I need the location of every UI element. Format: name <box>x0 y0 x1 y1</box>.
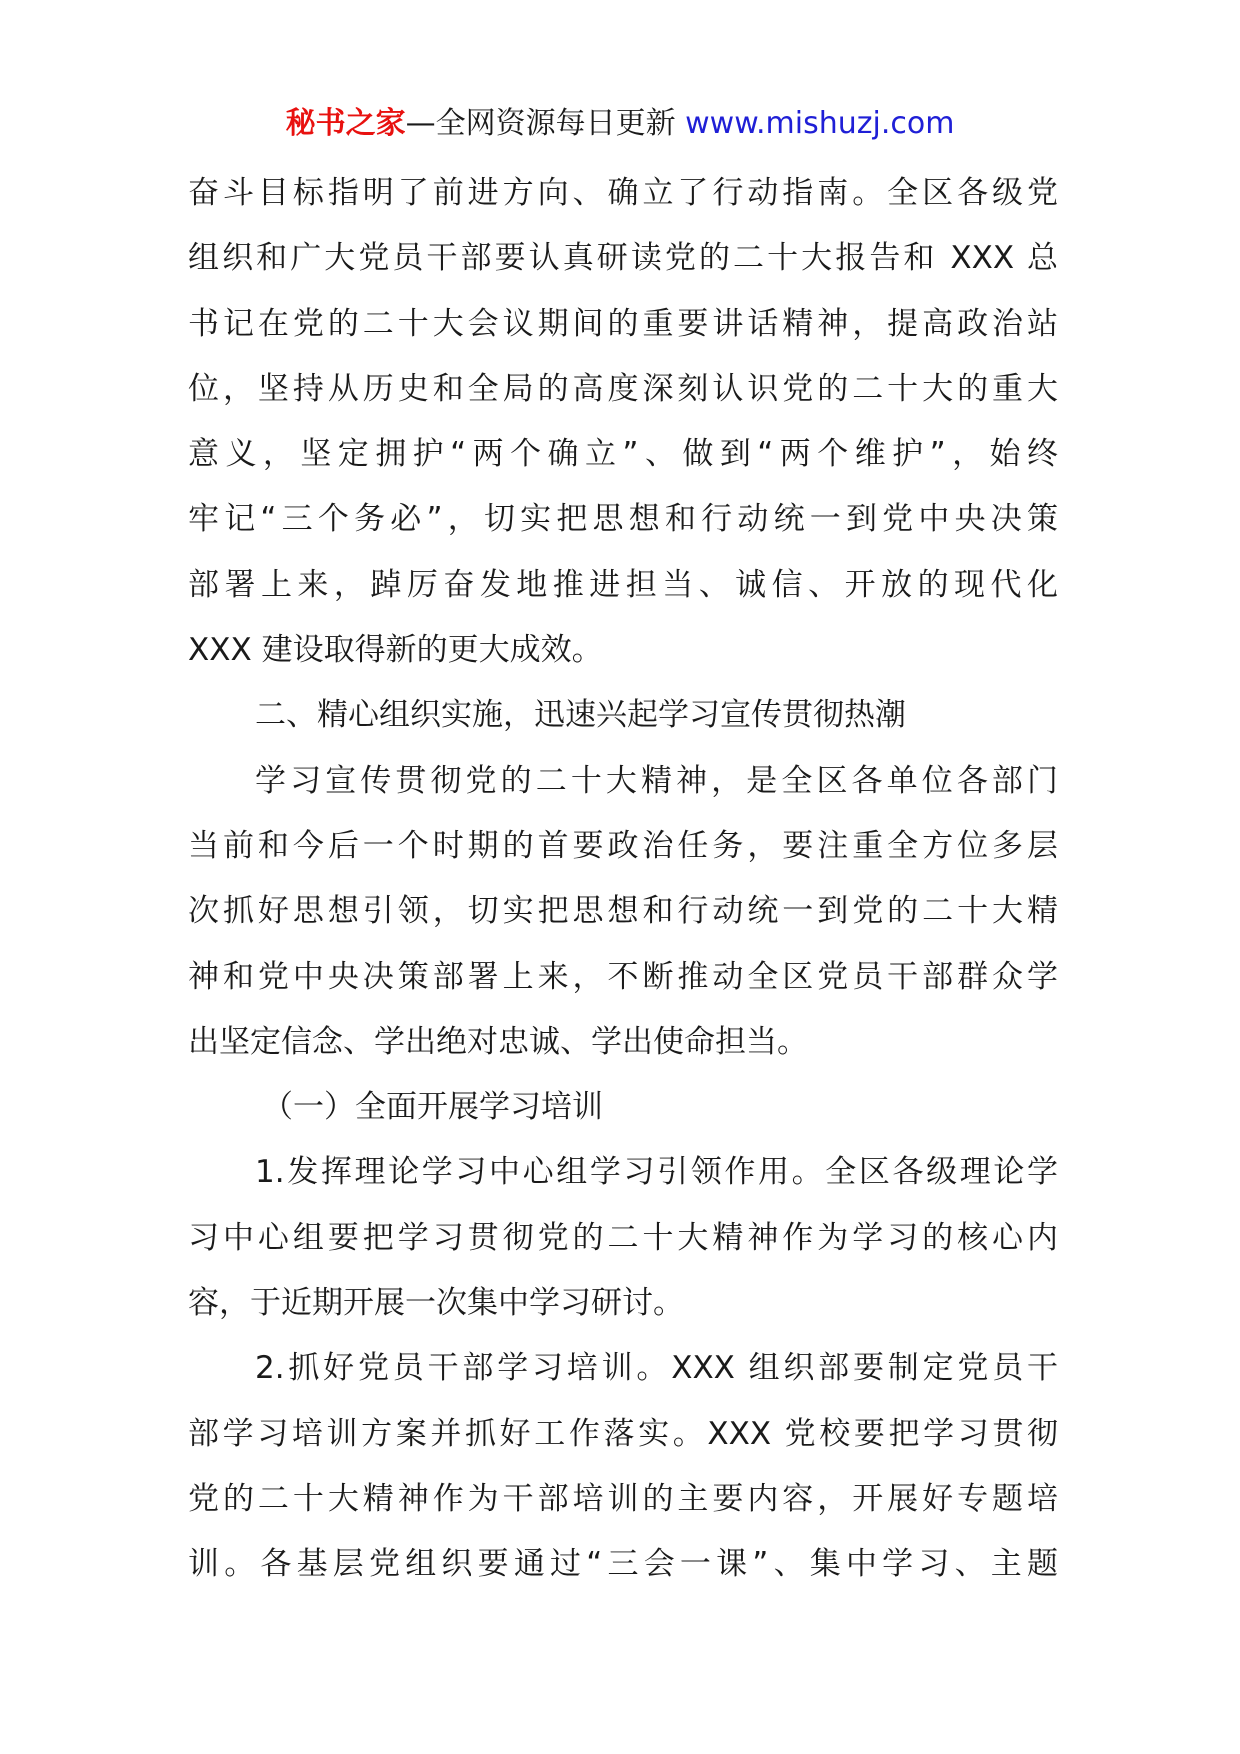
text-line: 部署上来，踔厉奋发地推进担当、诚信、开放的现代化 <box>188 566 1058 603</box>
text-line: XXX 建设取得新的更大成效。 <box>188 632 603 669</box>
text-line: 习中心组要把学习贯彻党的二十大精神作为学习的核心内 <box>188 1219 1058 1256</box>
text-line: 组织和广大党员干部要认真研读党的二十大报告和 XXX 总 <box>188 240 1058 277</box>
text-line: 2.抓好党员干部学习培训。XXX 组织部要制定党员干 <box>255 1350 1058 1387</box>
website-link[interactable]: www.mishuzj.com <box>685 106 955 141</box>
text-line: 牢记“三个务必”，切实把思想和行动统一到党中央决策 <box>188 501 1058 538</box>
brand-name: 秘书之家 <box>285 106 406 141</box>
text-line: 学习宣传贯彻党的二十大精神，是全区各单位各部门 <box>255 762 1058 799</box>
subsection-heading: （一）全面开展学习培训 <box>262 1089 603 1126</box>
text-line: 容，于近期开展一次集中学习研讨。 <box>188 1285 684 1322</box>
page-header <box>0 102 1240 146</box>
text-line: 1.发挥理论学习中心组学习引领作用。全区各级理论学 <box>255 1154 1058 1191</box>
text-line: 次抓好思想引领，切实把思想和行动统一到党的二十大精 <box>188 893 1058 930</box>
text-line: 意义，坚定拥护“两个确立”、做到“两个维护”，始终 <box>188 436 1058 473</box>
text-line: 党的二十大精神作为干部培训的主要内容，开展好专题培 <box>188 1480 1058 1517</box>
text-line: 神和党中央决策部署上来，不断推动全区党员干部群众学 <box>188 958 1058 995</box>
text-line: 书记在党的二十大会议期间的重要讲话精神，提高政治站 <box>188 305 1058 342</box>
document-body <box>188 161 1058 1598</box>
text-line: 训。各基层党组织要通过“三会一课”、集中学习、主题 <box>188 1546 1058 1583</box>
text-line: 出坚定信念、学出绝对忠诚、学出使命担当。 <box>188 1023 808 1060</box>
text-line: 奋斗目标指明了前进方向、确立了行动指南。全区各级党 <box>188 175 1058 211</box>
text-line: 部学习培训方案并抓好工作落实。XXX 党校要把学习贯彻 <box>188 1415 1058 1452</box>
section-heading: 二、精心组织实施，迅速兴起学习宣传贯彻热潮 <box>255 697 906 734</box>
text-line: 位，坚持从历史和全局的高度深刻认识党的二十大的重大 <box>188 370 1058 407</box>
header-tagline: —全网资源每日更新 <box>405 106 676 141</box>
text-line: 当前和今后一个时期的首要政治任务，要注重全方位多层 <box>188 827 1058 864</box>
